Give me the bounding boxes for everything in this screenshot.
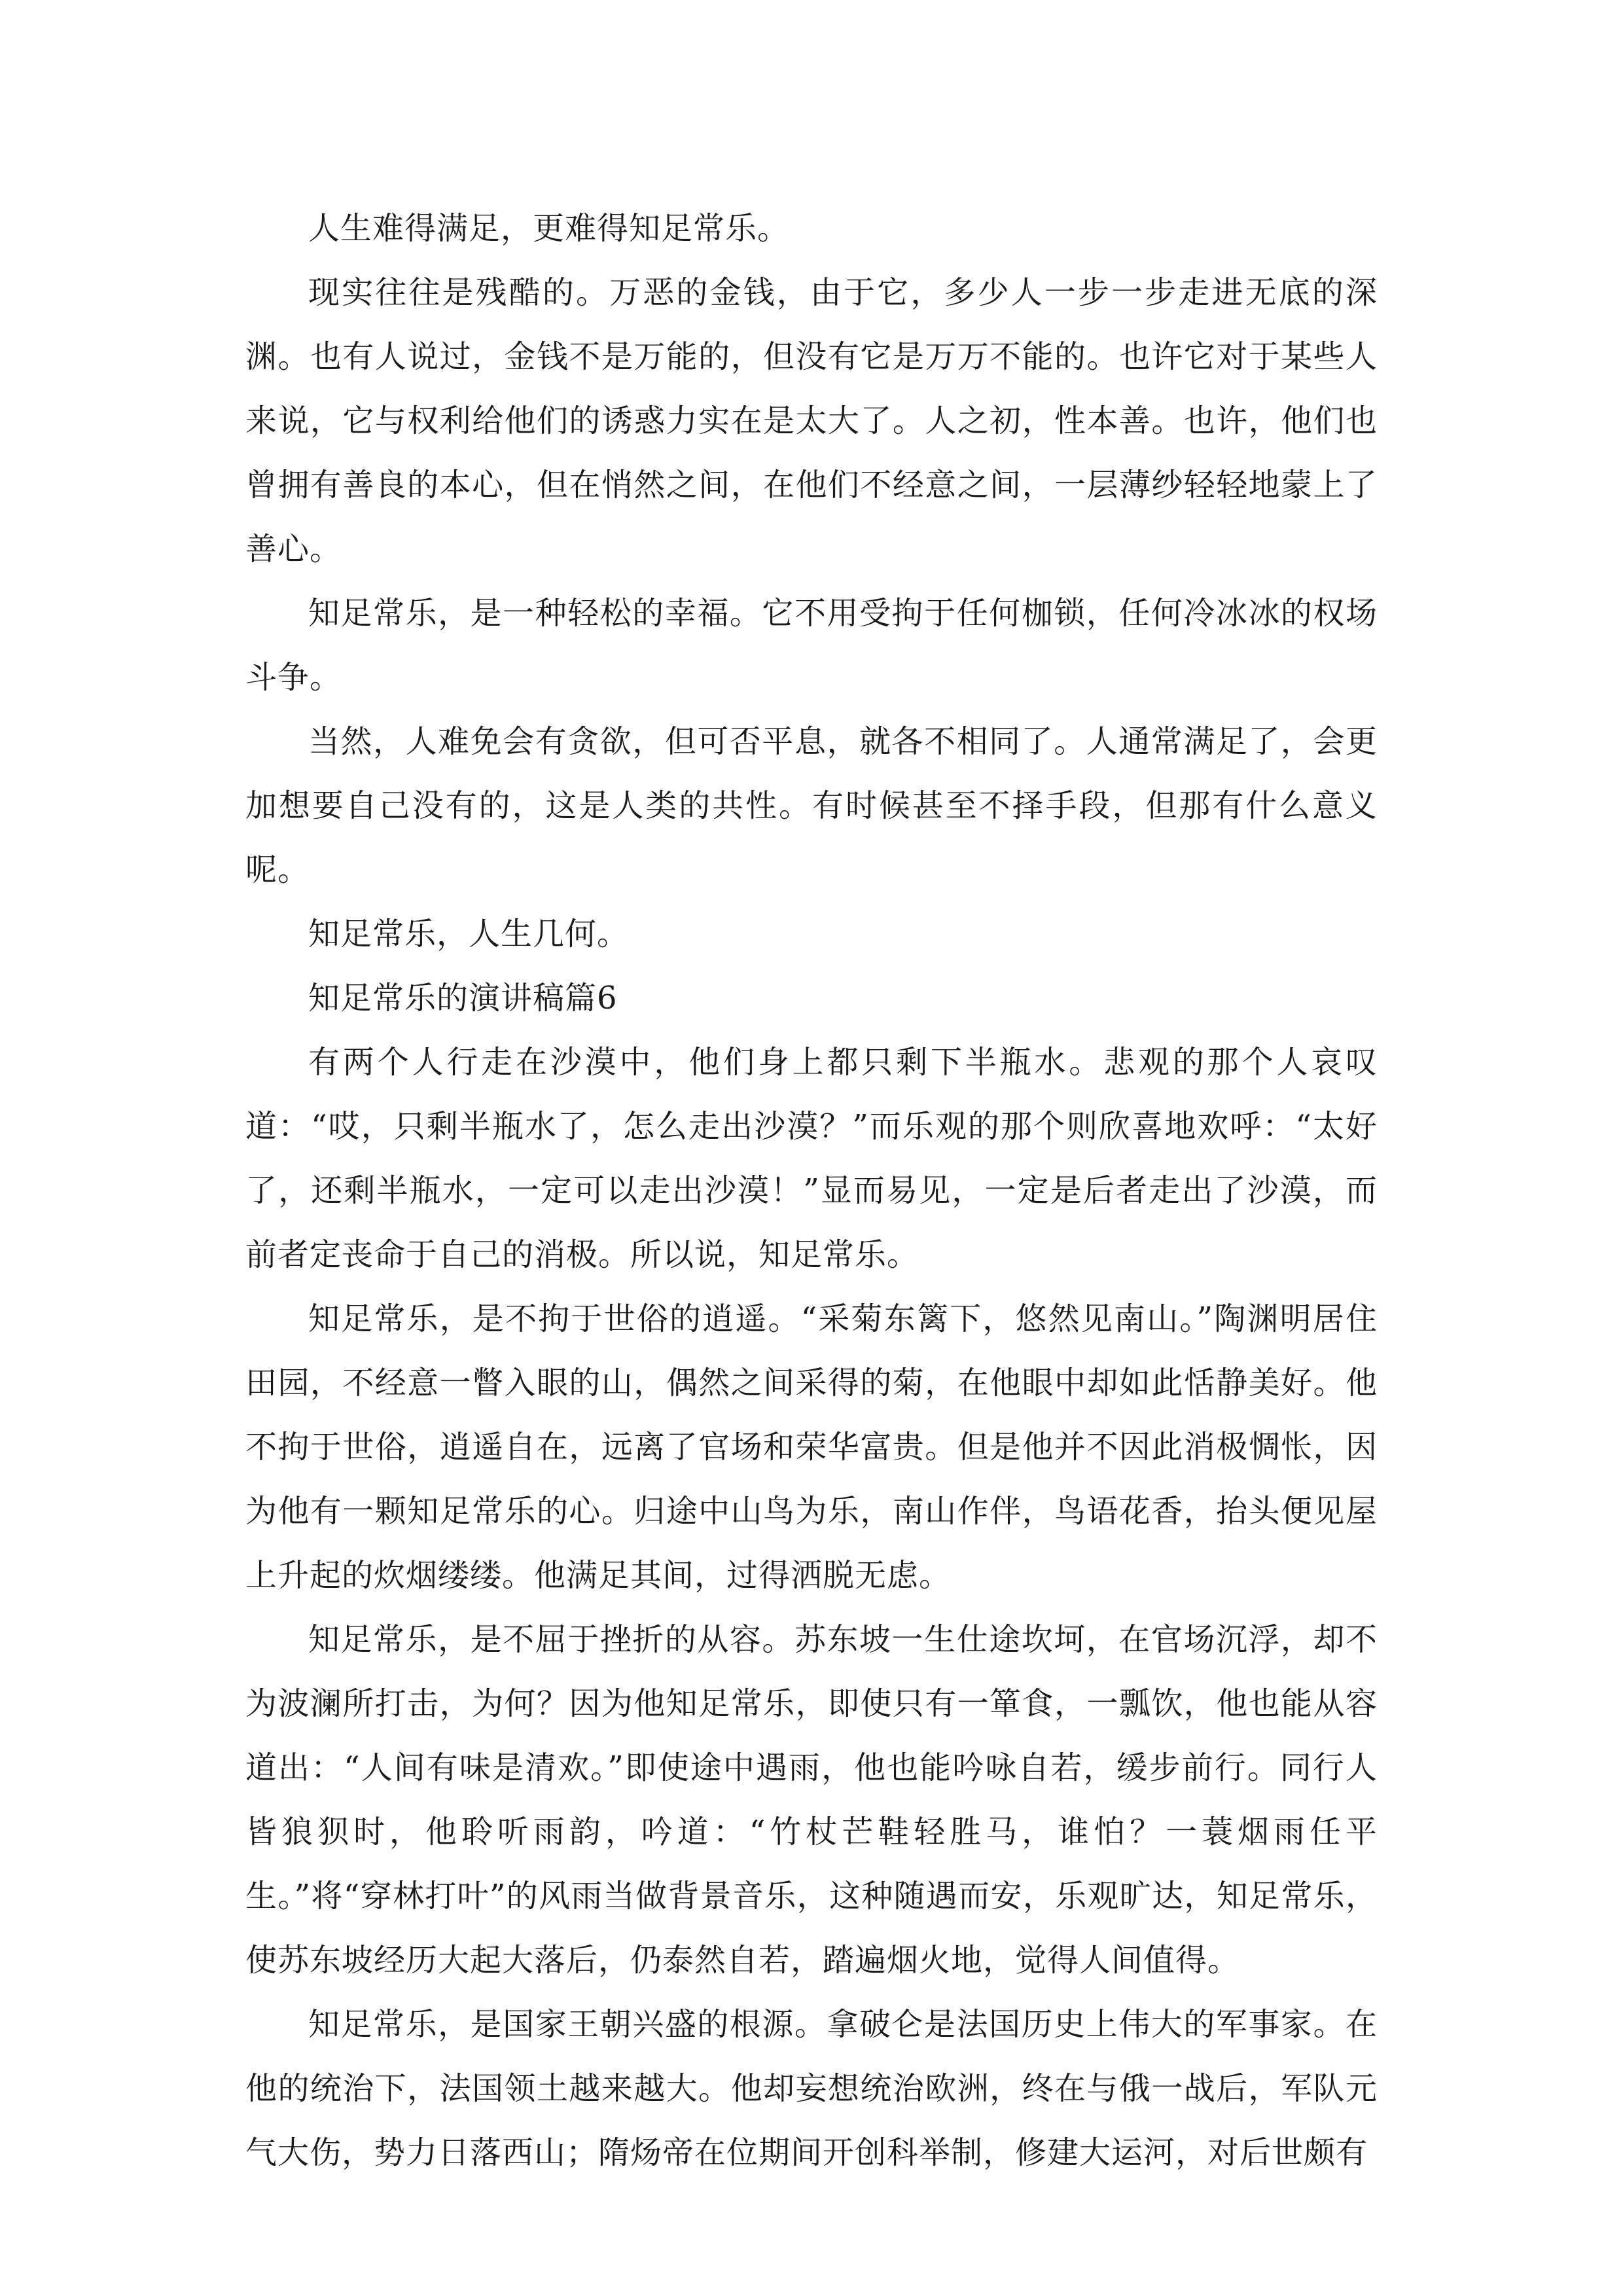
document-body (245, 196, 1378, 2185)
paragraph: 知足常乐，是不屈于挫折的从容。苏东坡一生仕途坎坷，在官场沉浮，却不为波澜所打击，为何？因为他知足常乐，即使只有一箪食，一瓢饮，他也能从容道出：“人间有味是清欢。”即使途中遇雨，他也能吟咏自若，缓步前行。同行人皆狼狈时，他聆听雨韵，吟道：“竹杖芒鞋轻胜马，谁怕？一蓑烟雨任平生。”将“穿林打叶”的风雨当做背景音乐，这种随遇而安，乐观旷达，知足常乐，使苏东坡经历大起大落后，仍泰然自若，踏遍烟火地，觉得人间值得。 (245, 1621, 1378, 1979)
section-heading: 知足常乐的演讲稿篇6 (308, 980, 618, 1016)
paragraph: 现实往往是残酷的。万恶的金钱，由于它，多少人一步一步走进无底的深渊。也有人说过，金钱不是万能的，但没有它是万万不能的。也许它对于某些人来说，它与权利给他们的诱惑力实在是太大了。人之初，性本善。也许，他们也曾拥有善良的本心，但在悄然之间，在他们不经意之间，一层薄纱轻轻地蒙上了善心。 (245, 274, 1378, 567)
paragraph: 人生难得满足，更难得知足常乐。 (308, 210, 790, 247)
paragraph: 当然，人难免会有贪欲，但可否平息，就各不相同了。人通常满足了，会更加想要自己没有的，这是人类的共性。有时候甚至不择手段，但那有什么意义呢。 (245, 723, 1378, 888)
paragraph: 知足常乐，人生几何。 (308, 916, 630, 952)
paragraph: 知足常乐，是一种轻松的幸福。它不用受拘于任何枷锁，任何冷冰冰的权场斗争。 (245, 595, 1378, 696)
paragraph: 有两个人行走在沙漠中，他们身上都只剩下半瓶水。悲观的那个人哀叹道：“哎，只剩半瓶水了，怎么走出沙漠？”而乐观的那个则欣喜地欢呼：“太好了，还剩半瓶水，一定可以走出沙漠！”显而易见，一定是后者走出了沙漠，而前者定丧命于自己的消极。所以说，知足常乐。 (245, 1044, 1378, 1273)
paragraph: 知足常乐，是国家王朝兴盛的根源。拿破仑是法国历史上伟大的军事家。在他的统治下，法国领土越来越大。他却妄想统治欧洲，终在与俄一战后，军队元气大伤，势力日落西山；隋炀帝在位期间开创科举制，修建大运河，对后世颇有 (245, 2006, 1378, 2171)
paragraph: 知足常乐，是不拘于世俗的逍遥。“采菊东篱下，悠然见南山。”陶渊明居住田园，不经意一瞥入眼的山，偶然之间采得的菊，在他眼中却如此恬静美好。他不拘于世俗，逍遥自在，远离了官场和荣华富贵。但是他并不因此消极惆怅，因为他有一颗知足常乐的心。归途中山鸟为乐，南山作伴，鸟语花香，抬头便见屋上升起的炊烟缕缕。他满足其间，过得洒脱无虑。 (245, 1300, 1378, 1594)
